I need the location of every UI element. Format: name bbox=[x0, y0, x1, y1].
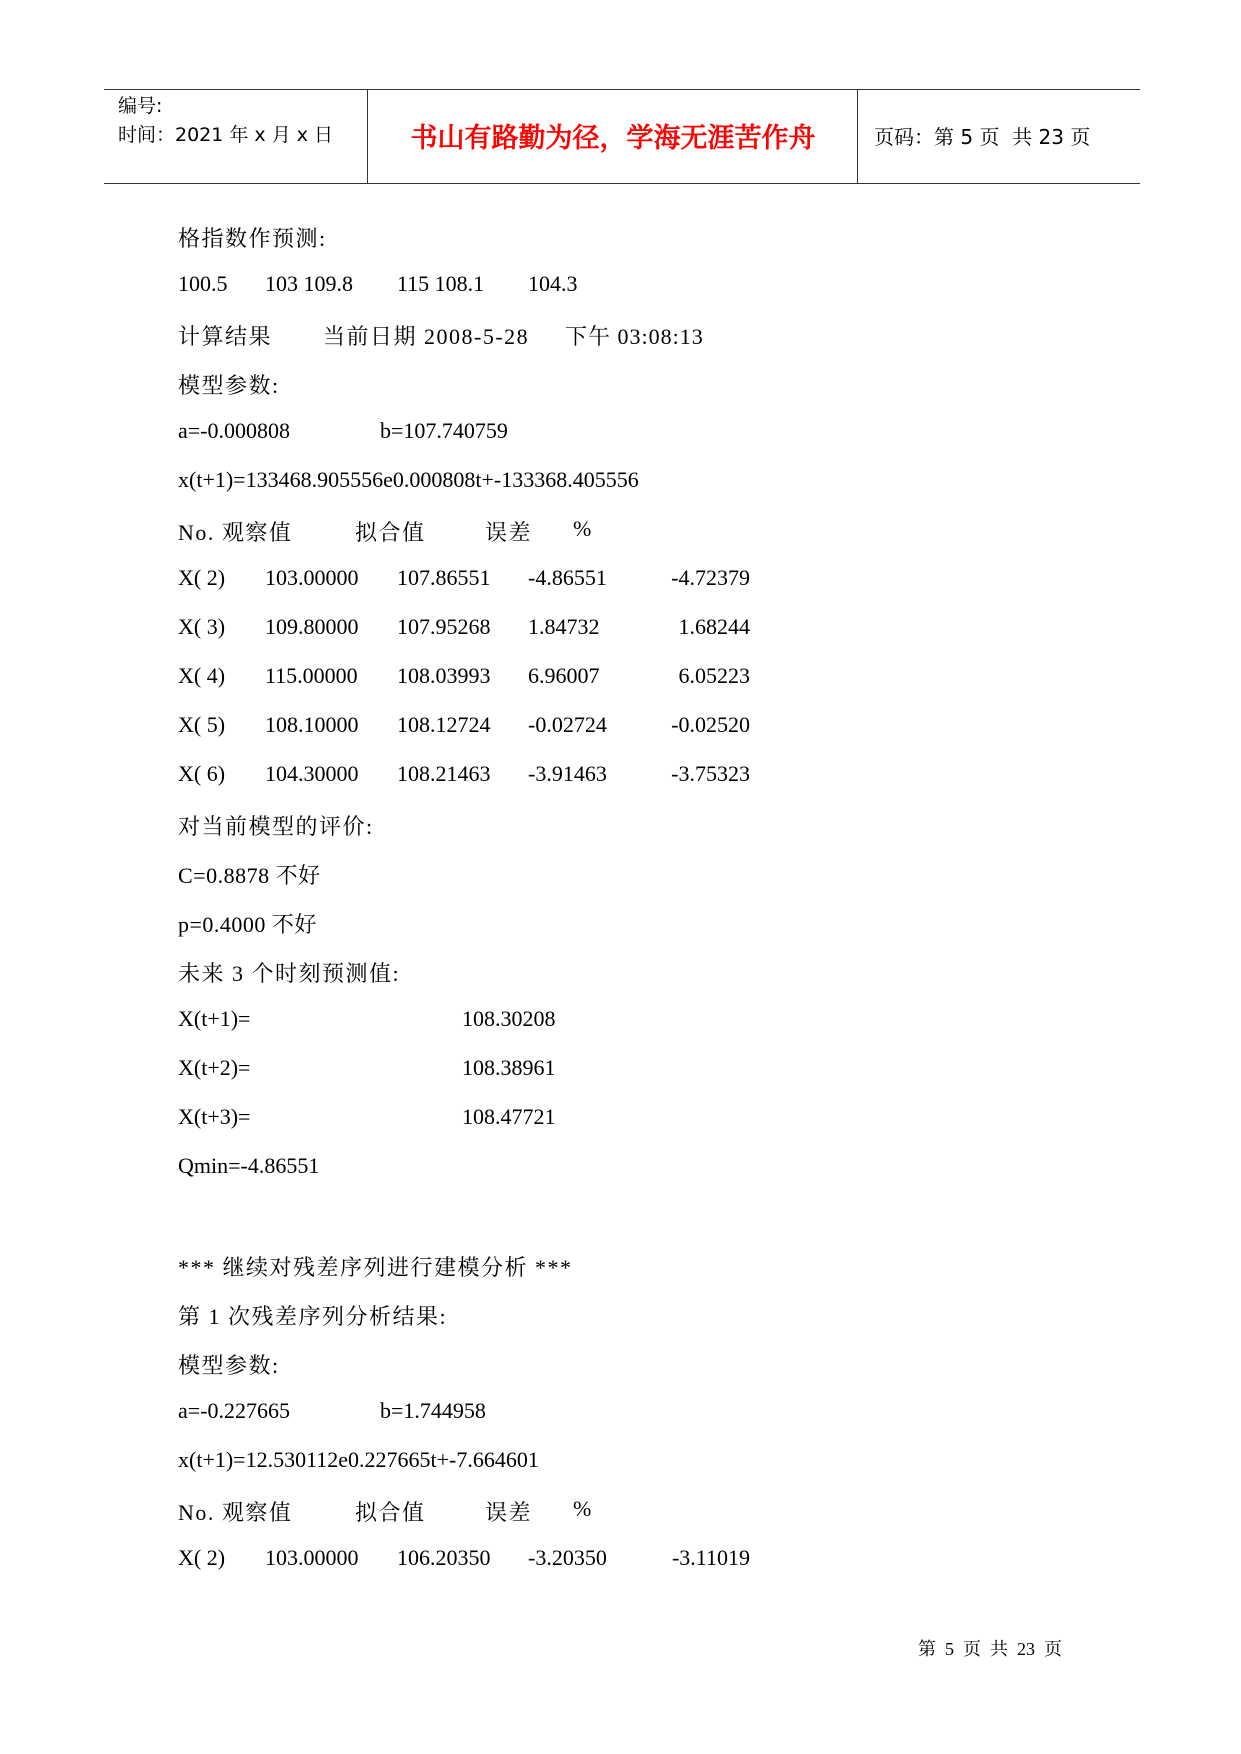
value: 103 109.8 bbox=[265, 271, 353, 296]
param-b: b=1.744958 bbox=[380, 1398, 486, 1423]
c-value: C=0.8878 不好 bbox=[178, 863, 321, 888]
eval-title: 对当前模型的评价: bbox=[178, 814, 374, 839]
residual-result-title: 第 1 次残差序列分析结果: bbox=[178, 1304, 448, 1329]
row-index: X( 2) bbox=[178, 1545, 226, 1570]
forecast-label: X(t+3)= bbox=[178, 1104, 251, 1129]
page-footer: 第 5 页 共 23 页 bbox=[918, 1639, 1062, 1659]
table-cell: 109.80000 bbox=[265, 614, 359, 639]
table-cell: 1.68244 bbox=[678, 614, 750, 639]
table-cell: 104.30000 bbox=[265, 761, 359, 786]
row-index: X( 3) bbox=[178, 614, 226, 639]
table-cell: -3.75323 bbox=[671, 761, 750, 786]
col-observed: No. 观察值 bbox=[178, 1500, 293, 1525]
value: 100.5 bbox=[178, 271, 228, 296]
forecast-value: 108.38961 bbox=[462, 1055, 556, 1080]
header-divider bbox=[367, 90, 368, 183]
col-error: 误差 bbox=[485, 520, 533, 545]
table-cell: -3.20350 bbox=[528, 1545, 607, 1570]
table-cell: 103.00000 bbox=[265, 1545, 359, 1570]
row-index: X( 6) bbox=[178, 761, 226, 786]
page-header bbox=[104, 89, 1140, 184]
model-params-label: 模型参数: bbox=[178, 373, 280, 398]
value: 115 108.1 bbox=[397, 271, 485, 296]
value: 104.3 bbox=[528, 271, 578, 296]
forecast-value: 108.47721 bbox=[462, 1104, 556, 1129]
table-cell: -3.11019 bbox=[671, 1545, 750, 1570]
table-cell: -3.91463 bbox=[528, 761, 607, 786]
forecast-label: X(t+2)= bbox=[178, 1055, 251, 1080]
forecast-value: 108.30208 bbox=[462, 1006, 556, 1031]
col-fitted: 拟合值 bbox=[355, 520, 426, 545]
table-cell: 6.05223 bbox=[678, 663, 750, 688]
col-observed: No. 观察值 bbox=[178, 520, 293, 545]
model-equation: x(t+1)=133468.905556e0.000808t+-133368.405556 bbox=[178, 467, 639, 492]
param-a: a=-0.000808 bbox=[178, 418, 290, 443]
table-cell: -4.86551 bbox=[528, 565, 607, 590]
model-equation: x(t+1)=12.530112e0.227665t+-7.664601 bbox=[178, 1447, 539, 1472]
future-title: 未来 3 个时刻预测值: bbox=[178, 961, 401, 986]
table-cell: -0.02724 bbox=[528, 712, 607, 737]
table-cell: -4.72379 bbox=[671, 565, 750, 590]
row-index: X( 5) bbox=[178, 712, 226, 737]
header-meta bbox=[118, 92, 333, 150]
continue-analysis: *** 继续对残差序列进行建模分析 *** bbox=[178, 1255, 573, 1280]
p-value: p=0.4000 不好 bbox=[178, 912, 317, 937]
header-page-code: 页码：第 5 页 共 23 页 bbox=[874, 125, 1091, 149]
time-label: 时间：2021 年 x 月 x 日 bbox=[118, 124, 334, 146]
model-params-label: 模型参数: bbox=[178, 1353, 280, 1378]
table-cell: 108.12724 bbox=[397, 712, 491, 737]
col-percent: % bbox=[573, 516, 592, 541]
table-cell: 106.20350 bbox=[397, 1545, 491, 1570]
forecast-label: X(t+1)= bbox=[178, 1006, 251, 1031]
header-divider bbox=[857, 90, 858, 183]
table-cell: 108.21463 bbox=[397, 761, 491, 786]
number-label: 编号: bbox=[118, 95, 163, 117]
current-time: 下午 03:08:13 bbox=[565, 324, 704, 349]
text-line: 格指数作预测: bbox=[178, 226, 327, 251]
param-b: b=107.740759 bbox=[380, 418, 508, 443]
header-motto: 书山有路勤为径，学海无涯苦作舟 bbox=[410, 123, 816, 154]
row-index: X( 2) bbox=[178, 565, 226, 590]
calc-result-label: 计算结果 bbox=[178, 324, 273, 349]
table-cell: 108.03993 bbox=[397, 663, 491, 688]
qmin-value: Qmin=-4.86551 bbox=[178, 1153, 320, 1178]
table-cell: 115.00000 bbox=[265, 663, 358, 688]
col-fitted: 拟合值 bbox=[355, 1500, 426, 1525]
row-index: X( 4) bbox=[178, 663, 226, 688]
col-error: 误差 bbox=[485, 1500, 533, 1525]
table-cell: -0.02520 bbox=[671, 712, 750, 737]
current-date: 当前日期 2008-5-28 bbox=[323, 324, 530, 349]
param-a: a=-0.227665 bbox=[178, 1398, 290, 1423]
table-cell: 6.96007 bbox=[528, 663, 600, 688]
table-cell: 103.00000 bbox=[265, 565, 359, 590]
table-cell: 107.95268 bbox=[397, 614, 491, 639]
table-cell: 1.84732 bbox=[528, 614, 600, 639]
table-cell: 108.10000 bbox=[265, 712, 359, 737]
table-cell: 107.86551 bbox=[397, 565, 491, 590]
col-percent: % bbox=[573, 1496, 592, 1521]
